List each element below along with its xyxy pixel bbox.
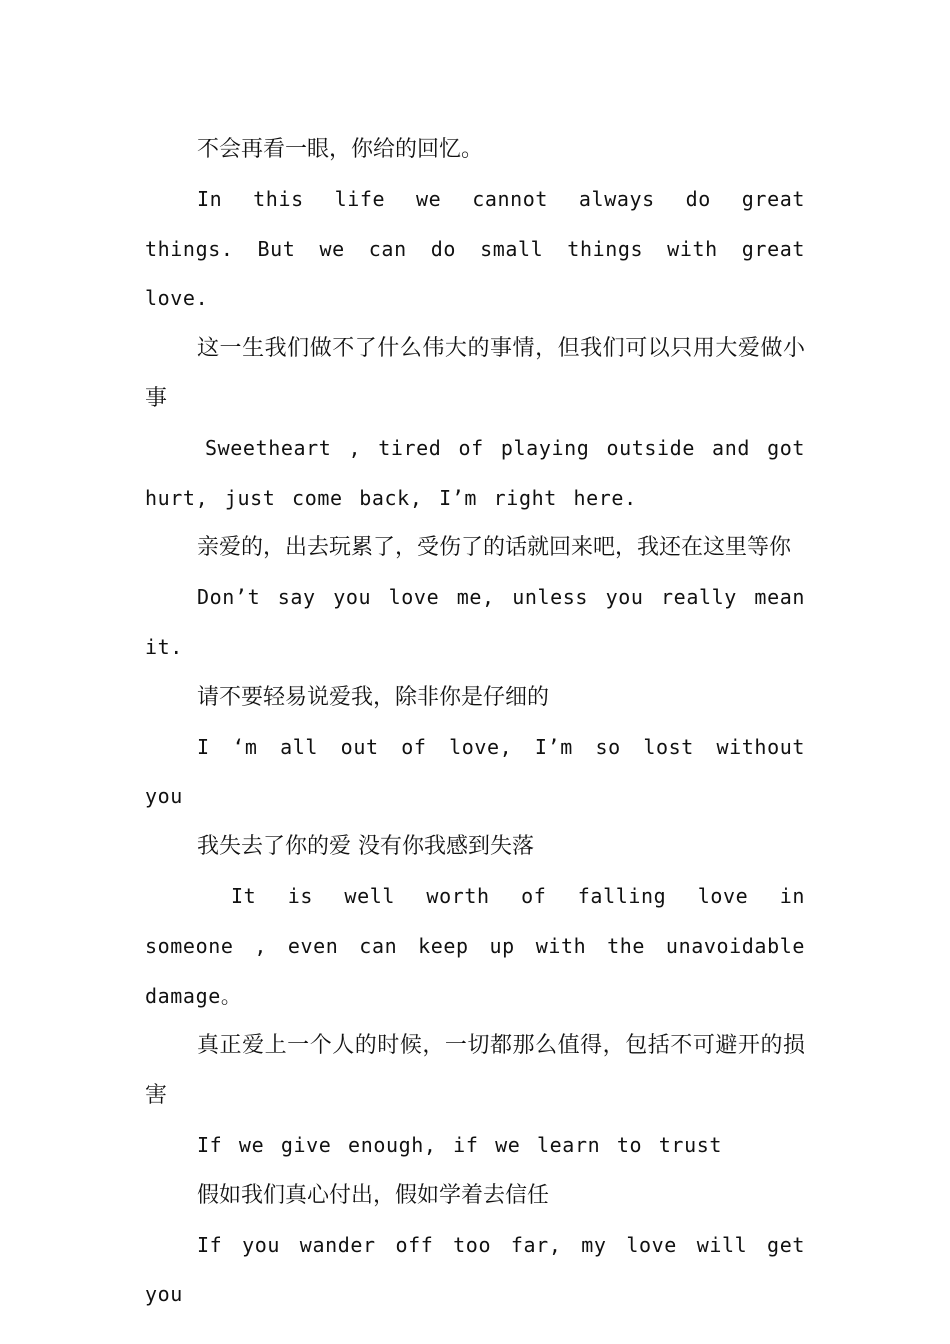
paragraph-zh: 真正爱上一个人的时候，一切都那么值得，包括不可避开的损害: [145, 1033, 805, 1109]
paragraph-en: Sweetheart , tired of playing outside and got hurt, just come back, I’m right here.: [145, 435, 805, 510]
paragraph-zh: 请不要轻易说爱我，除非你是仔细的: [197, 684, 550, 710]
paragraph-en: Don’t say you love me, unless you really mean it.: [145, 585, 805, 659]
paragraph-en: If you wander off too far, my love will get you: [145, 1232, 805, 1307]
paragraph-zh: 这一生我们做不了什么伟大的事情，但我们可以只用大爱做小事: [145, 336, 805, 411]
paragraph-en: In this life we cannot always do great things. But we can do small things with great love.: [145, 186, 805, 311]
paragraph-en: I ‘m all out of love, I’m so lost without you: [145, 734, 805, 809]
paragraph-zh: 不会再看一眼，你给的回忆。: [197, 137, 484, 162]
paragraph-zh: 我失去了你的爱 没有你我感到失落: [197, 834, 534, 860]
paragraph-zh: 亲爱的，出去玩累了，受伤了的话就回来吧，我还在这里等你: [197, 535, 792, 561]
document-page: [145, 125, 805, 1320]
paragraph-en: It is well worth of falling love in someone , even can keep up with the unavoidable damage。: [145, 883, 805, 1008]
paragraph-zh: 假如我们真心付出，假如学着去信任: [197, 1182, 550, 1208]
paragraph-en: If we give enough, if we learn to trust: [197, 1132, 722, 1157]
